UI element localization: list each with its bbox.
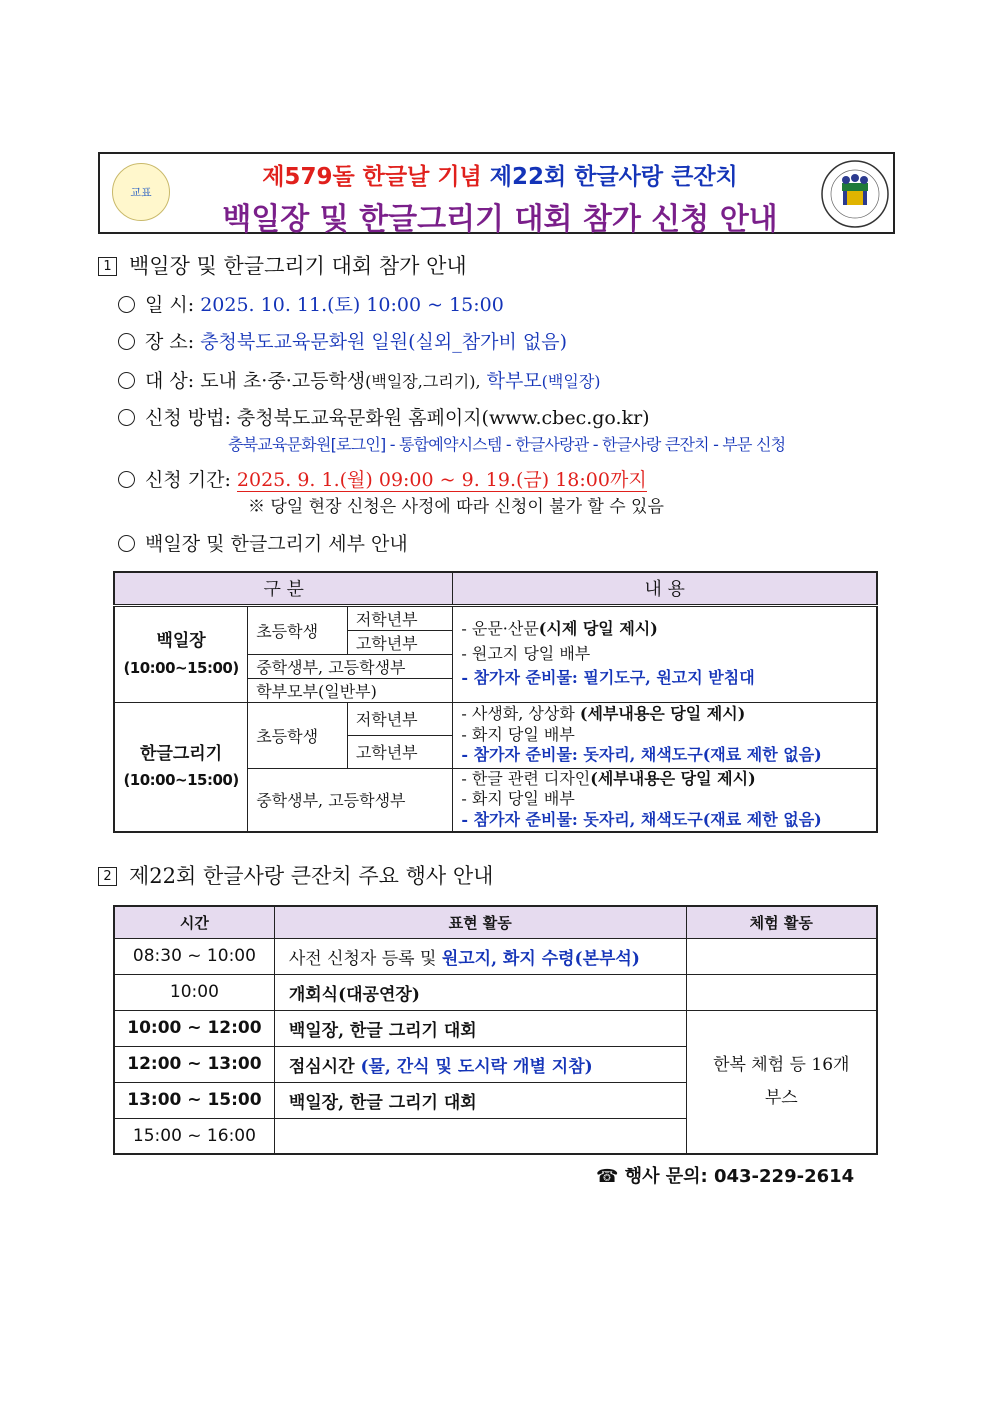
header-time: 시간 — [114, 906, 274, 938]
baek-elem: 초등학생 — [248, 605, 348, 654]
hangul-midhigh: 중학생부, 고등학생부 — [248, 768, 453, 832]
header-content: 내 용 — [453, 572, 877, 605]
circle-bullet-icon — [118, 333, 135, 350]
table-row: 08:30 ~ 10:00 사전 신청자 등록 및 원고지, 화지 수령(본부석) — [114, 938, 877, 974]
section-1-heading — [98, 250, 467, 280]
baek-low: 저학년부 — [347, 605, 453, 630]
contest-detail-table — [113, 571, 878, 833]
section-number-box: 1 — [98, 257, 117, 276]
info-date: 일 시: 2025. 10. 11.(토) 10:00 ~ 15:00 — [118, 290, 504, 317]
contact-line: ☎ 행사 문의: 043-229-2614 — [596, 1166, 855, 1187]
title-part-2: 제22회 한글사랑 큰잔치 — [489, 164, 738, 190]
circle-bullet-icon — [118, 372, 135, 389]
hangul-elem: 초등학생 — [248, 702, 348, 768]
section-number-box: 2 — [98, 867, 117, 886]
institution-seal-logo — [820, 159, 890, 229]
info-target: 대 상: 도내 초·중·고등학생(백일장,그리기), 학부모(백일장) — [118, 366, 601, 393]
title-line-1 — [170, 158, 830, 191]
experience-cell: 한복 체험 등 16개 부스 — [686, 1010, 877, 1154]
header-category: 구 분 — [114, 572, 453, 605]
table-row: 13:00 ~ 15:00 백일장, 한글 그리기 대회 — [114, 1082, 877, 1118]
table-row: 10:00 ~ 12:00 백일장, 한글 그리기 대회 한복 체험 등 16개 부스 — [114, 1010, 877, 1046]
circle-bullet-icon — [118, 535, 135, 552]
baek-midhigh: 중학생부, 고등학생부 — [248, 654, 453, 678]
info-place: 장 소: 충청북도교육문화원 일원(실외_참가비 없음) — [118, 327, 567, 354]
circle-bullet-icon — [118, 471, 135, 488]
table-row: 10:00 개회식(대공연장) — [114, 974, 877, 1010]
table-row: 15:00 ~ 16:00 — [114, 1118, 877, 1154]
table-header-row — [114, 906, 877, 938]
header-expression: 표현 활동 — [274, 906, 686, 938]
baek-category: 백일장 (10:00~15:00) — [114, 605, 248, 702]
table-row: 12:00 ~ 13:00 점심시간 (물, 간식 및 도시락 개별 지참) — [114, 1046, 877, 1082]
title-part-1: 제579돌 한글날 기념 — [262, 164, 482, 190]
header-experience: 체험 활동 — [686, 906, 877, 938]
hangul-mid-content: - 한글 관련 디자인(세부내용은 당일 제시) - 화지 당일 배부 - 참가자 준비물: 돗자리, 채색도구(재료 제한 없음) — [453, 768, 877, 832]
school-emblem-badge: 교표 — [112, 163, 170, 221]
event-schedule-table — [113, 905, 878, 1155]
title-line-2: 백일장 및 한글그리기 대회 참가 신청 안내 — [222, 202, 778, 237]
hangul-category: 한글그리기 (10:00~15:00) — [114, 702, 248, 832]
apply-path: 충북교육문화원[로그인] - 통합예약시스템 - 한글사랑관 - 한글사랑 큰잔치 - 부문 신청 — [228, 435, 786, 454]
baek-parent: 학부모부(일반부) — [248, 678, 453, 702]
hangul-elem-content: - 사생화, 상상화 (세부내용은 당일 제시) - 화지 당일 배부 - 참가자 준비물: 돗자리, 채색도구(재료 제한 없음) — [453, 702, 877, 768]
hangul-high: 고학년부 — [347, 735, 453, 768]
section-1-title: 백일장 및 한글그리기 대회 참가 안내 — [129, 254, 467, 278]
section-2-title: 제22회 한글사랑 큰잔치 주요 행사 안내 — [129, 864, 494, 888]
info-apply-period: 신청 기간: 2025. 9. 1.(월) 09:00 ~ 9. 19.(금) 18:00까지 — [118, 465, 647, 492]
detail-heading: 백일장 및 한글그리기 세부 안내 — [118, 529, 408, 556]
phone-icon: ☎ — [596, 1166, 619, 1187]
circle-bullet-icon — [118, 296, 135, 313]
section-2-heading — [98, 860, 493, 890]
hangul-low: 저학년부 — [347, 702, 453, 735]
baek-high: 고학년부 — [347, 630, 453, 654]
baek-content: - 운문·산문(시제 당일 제시) - 원고지 당일 배부 - 참가자 준비물: 필기도구, 원고지 받침대 — [453, 605, 877, 702]
info-apply-method: 신청 방법: 충청북도교육문화원 홈페이지(www.cbec.go.kr) — [118, 403, 650, 430]
apply-note: ※ 당일 현장 신청은 사정에 따라 신청이 불가 할 수 있음 — [248, 497, 664, 517]
circle-bullet-icon — [118, 409, 135, 426]
table-header-row — [114, 572, 877, 605]
